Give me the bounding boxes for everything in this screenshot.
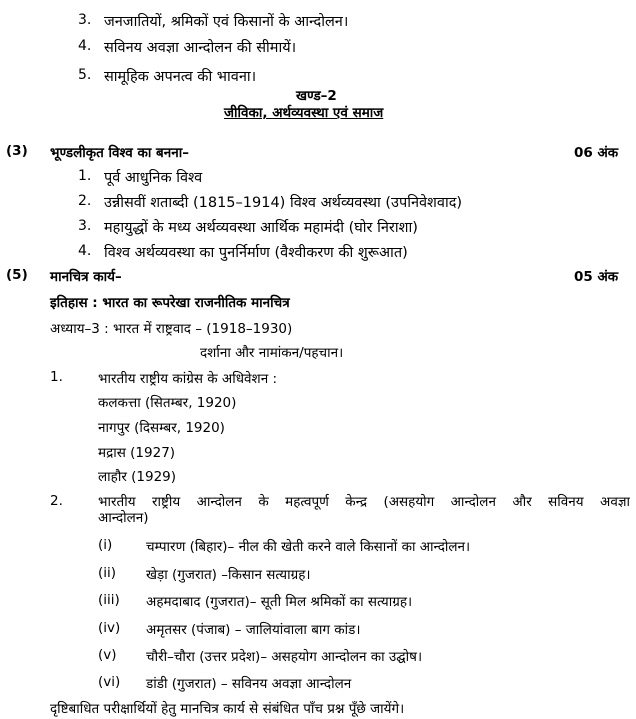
centre-text: अमृतसर (पंजाब) – जालियांवाला बाग कांड।	[146, 622, 361, 638]
top-item-text: जनजातियों, श्रमिकों एवं किसानों के आन्दोलन।	[104, 14, 349, 30]
session-item: नागपुर (दिसम्बर, 1920)	[98, 420, 225, 436]
centre-num: (vi)	[98, 674, 121, 690]
list-item-text: विश्व अर्थव्यवस्था का पुनर्निर्माण (वैश्वीकरण की शुरूआत)	[104, 245, 408, 261]
point-num: 2.	[50, 493, 63, 509]
list-item-num: 3.	[78, 218, 92, 234]
top-item-text: सामूहिक अपनत्व की भावना।	[104, 69, 257, 85]
list-item-text: महायुद्धों के मध्य अर्थव्यवस्था आर्थिक महामंदी (घोर निराशा)	[104, 220, 418, 236]
point-text-cont: आन्दोलन)	[98, 510, 149, 526]
unit-marks: 06 अंक	[574, 145, 619, 161]
point-text: भारतीय राष्ट्रीय कांग्रेस के अधिवेशन :	[98, 371, 278, 387]
top-item-num: 5.	[78, 67, 92, 83]
centre-num: (iv)	[98, 620, 121, 636]
centre-text: चौरी–चौरा (उत्तर प्रदेश)– असहयोग आन्दोलन का उद्घोष।	[146, 649, 423, 665]
session-item: लाहौर (1929)	[98, 469, 177, 485]
unit-number: (3)	[6, 143, 28, 159]
point-text: भारतीय राष्ट्रीय आन्दोलन के महत्वपूर्ण केन्द्र (असहयोग आन्दोलन और सविनय अवज्ञा	[98, 494, 630, 510]
centre-num: (i)	[98, 537, 113, 553]
centre-text: डांडी (गुजरात) – सविनय अवज्ञा आन्दोलन	[146, 676, 352, 692]
list-item-num: 1.	[78, 168, 92, 184]
centre-num: (ii)	[98, 565, 117, 581]
centre-num: (v)	[98, 647, 117, 663]
footer-note: दृष्टिबाधित परीक्षार्थियों हेतु मानचित्र कार्य से संबंधित पाँच प्रश्न पूँछे जायेंगे।	[50, 701, 405, 717]
unit-title: भूण्डलीकृत विश्व का बनना–	[50, 145, 189, 161]
centre-text: खेड़ा (गुजरात) –किसान सत्याग्रह।	[146, 567, 311, 583]
session-item: मद्रास (1927)	[98, 445, 176, 461]
point-num: 1.	[50, 369, 63, 385]
section-title: जीविका, अर्थव्यवस्था एवं समाज	[224, 105, 384, 121]
top-item-num: 3.	[78, 12, 92, 28]
centre-text: चम्पारण (बिहार)– नील की खेती करने वाले किसानों का आन्दोलन।	[146, 539, 471, 555]
map-subtitle: इतिहास : भारत का रूपरेखा राजनीतिक मानचित्र	[50, 295, 290, 311]
session-item: कलकत्ता (सितम्बर, 1920)	[98, 395, 237, 411]
top-item-num: 4.	[78, 38, 92, 54]
unit-title: मानचित्र कार्य–	[50, 269, 122, 285]
list-item-num: 4.	[78, 243, 92, 259]
centre-num: (iii)	[98, 592, 120, 608]
list-item-num: 2.	[78, 193, 92, 209]
unit-marks: 05 अंक	[574, 269, 619, 285]
unit-number: (5)	[6, 267, 28, 283]
chapter-line: अध्याय–3 : भारत में राष्ट्रवाद – (1918–1930)	[50, 321, 293, 337]
centre-text: अहमदाबाद (गुजरात)– सूती मिल श्रमिकों का सत्याग्रह।	[146, 594, 413, 610]
chapter-subline: दर्शाना और नामांकन/पहचान।	[200, 345, 344, 361]
top-item-text: सविनय अवज्ञा आन्दोलन की सीमायें।	[104, 40, 297, 56]
list-item-text: पूर्व आधुनिक विश्व	[104, 170, 203, 186]
list-item-text: उन्नीसवीं शताब्दी (1815–1914) विश्व अर्थव्यवस्था (उपनिवेशवाद)	[104, 195, 463, 211]
section-label: खण्ड–2	[296, 88, 337, 104]
